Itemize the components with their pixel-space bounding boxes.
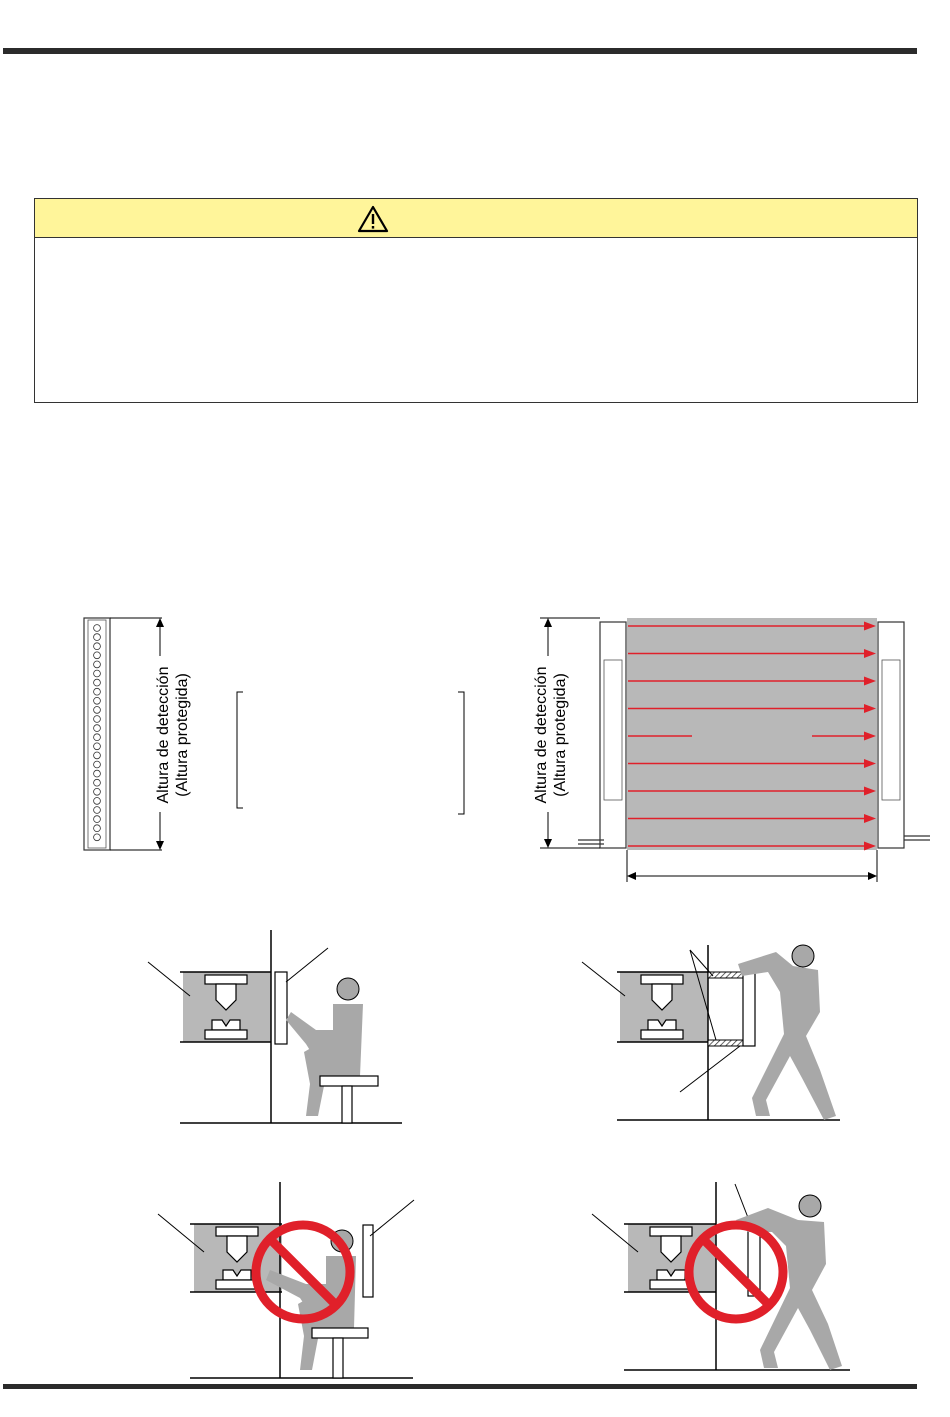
- detection-height-line1: Altura de detección: [533, 666, 550, 804]
- detection-height-line1: Altura de detección: [155, 666, 172, 804]
- detection-zone-view: [540, 618, 930, 882]
- detection-height-label-right: [532, 660, 570, 810]
- detection-height-line2: (Altura protegida): [552, 673, 569, 797]
- scenario-seated-prohibited: [158, 1182, 414, 1378]
- footer-rule: [3, 1384, 917, 1389]
- beam-element: [94, 652, 101, 659]
- beam-element: [94, 734, 101, 741]
- header-rule: [3, 48, 917, 54]
- beam-element: [94, 743, 101, 750]
- beam-element: [94, 825, 101, 832]
- beam-element: [94, 761, 101, 768]
- beam-element: [94, 697, 101, 704]
- bracket: [237, 692, 464, 814]
- beam-element: [94, 707, 101, 714]
- beam-element: [94, 716, 101, 723]
- beam-element: [94, 798, 101, 805]
- warning-header: [35, 199, 917, 238]
- light-curtain-side-view: [84, 618, 164, 850]
- figures-svg: [0, 600, 950, 1390]
- beam-element: [94, 661, 101, 668]
- beam-element: [94, 679, 101, 686]
- beam-element: [94, 643, 101, 650]
- warning-box: [34, 198, 918, 403]
- scenario-standing-correct: [582, 945, 840, 1120]
- beam-element: [94, 688, 101, 695]
- beam-element: [94, 816, 101, 823]
- beam-element: [94, 752, 101, 759]
- beam-element: [94, 788, 101, 795]
- beam-element: [94, 725, 101, 732]
- beam-element: [94, 634, 101, 641]
- scenario-standing-prohibited: [592, 1182, 850, 1370]
- scenario-seated-correct: [148, 930, 402, 1123]
- beam-element: [94, 770, 101, 777]
- beam-element: [94, 625, 101, 632]
- safety-figures: [0, 600, 950, 1390]
- detection-height-label-left: [154, 660, 192, 810]
- warning-triangle-icon: [357, 205, 389, 233]
- beam-element: [94, 834, 101, 841]
- beam-element: [94, 670, 101, 677]
- beam-element: [94, 807, 101, 814]
- detection-height-line2: (Altura protegida): [174, 673, 191, 797]
- beam-element: [94, 779, 101, 786]
